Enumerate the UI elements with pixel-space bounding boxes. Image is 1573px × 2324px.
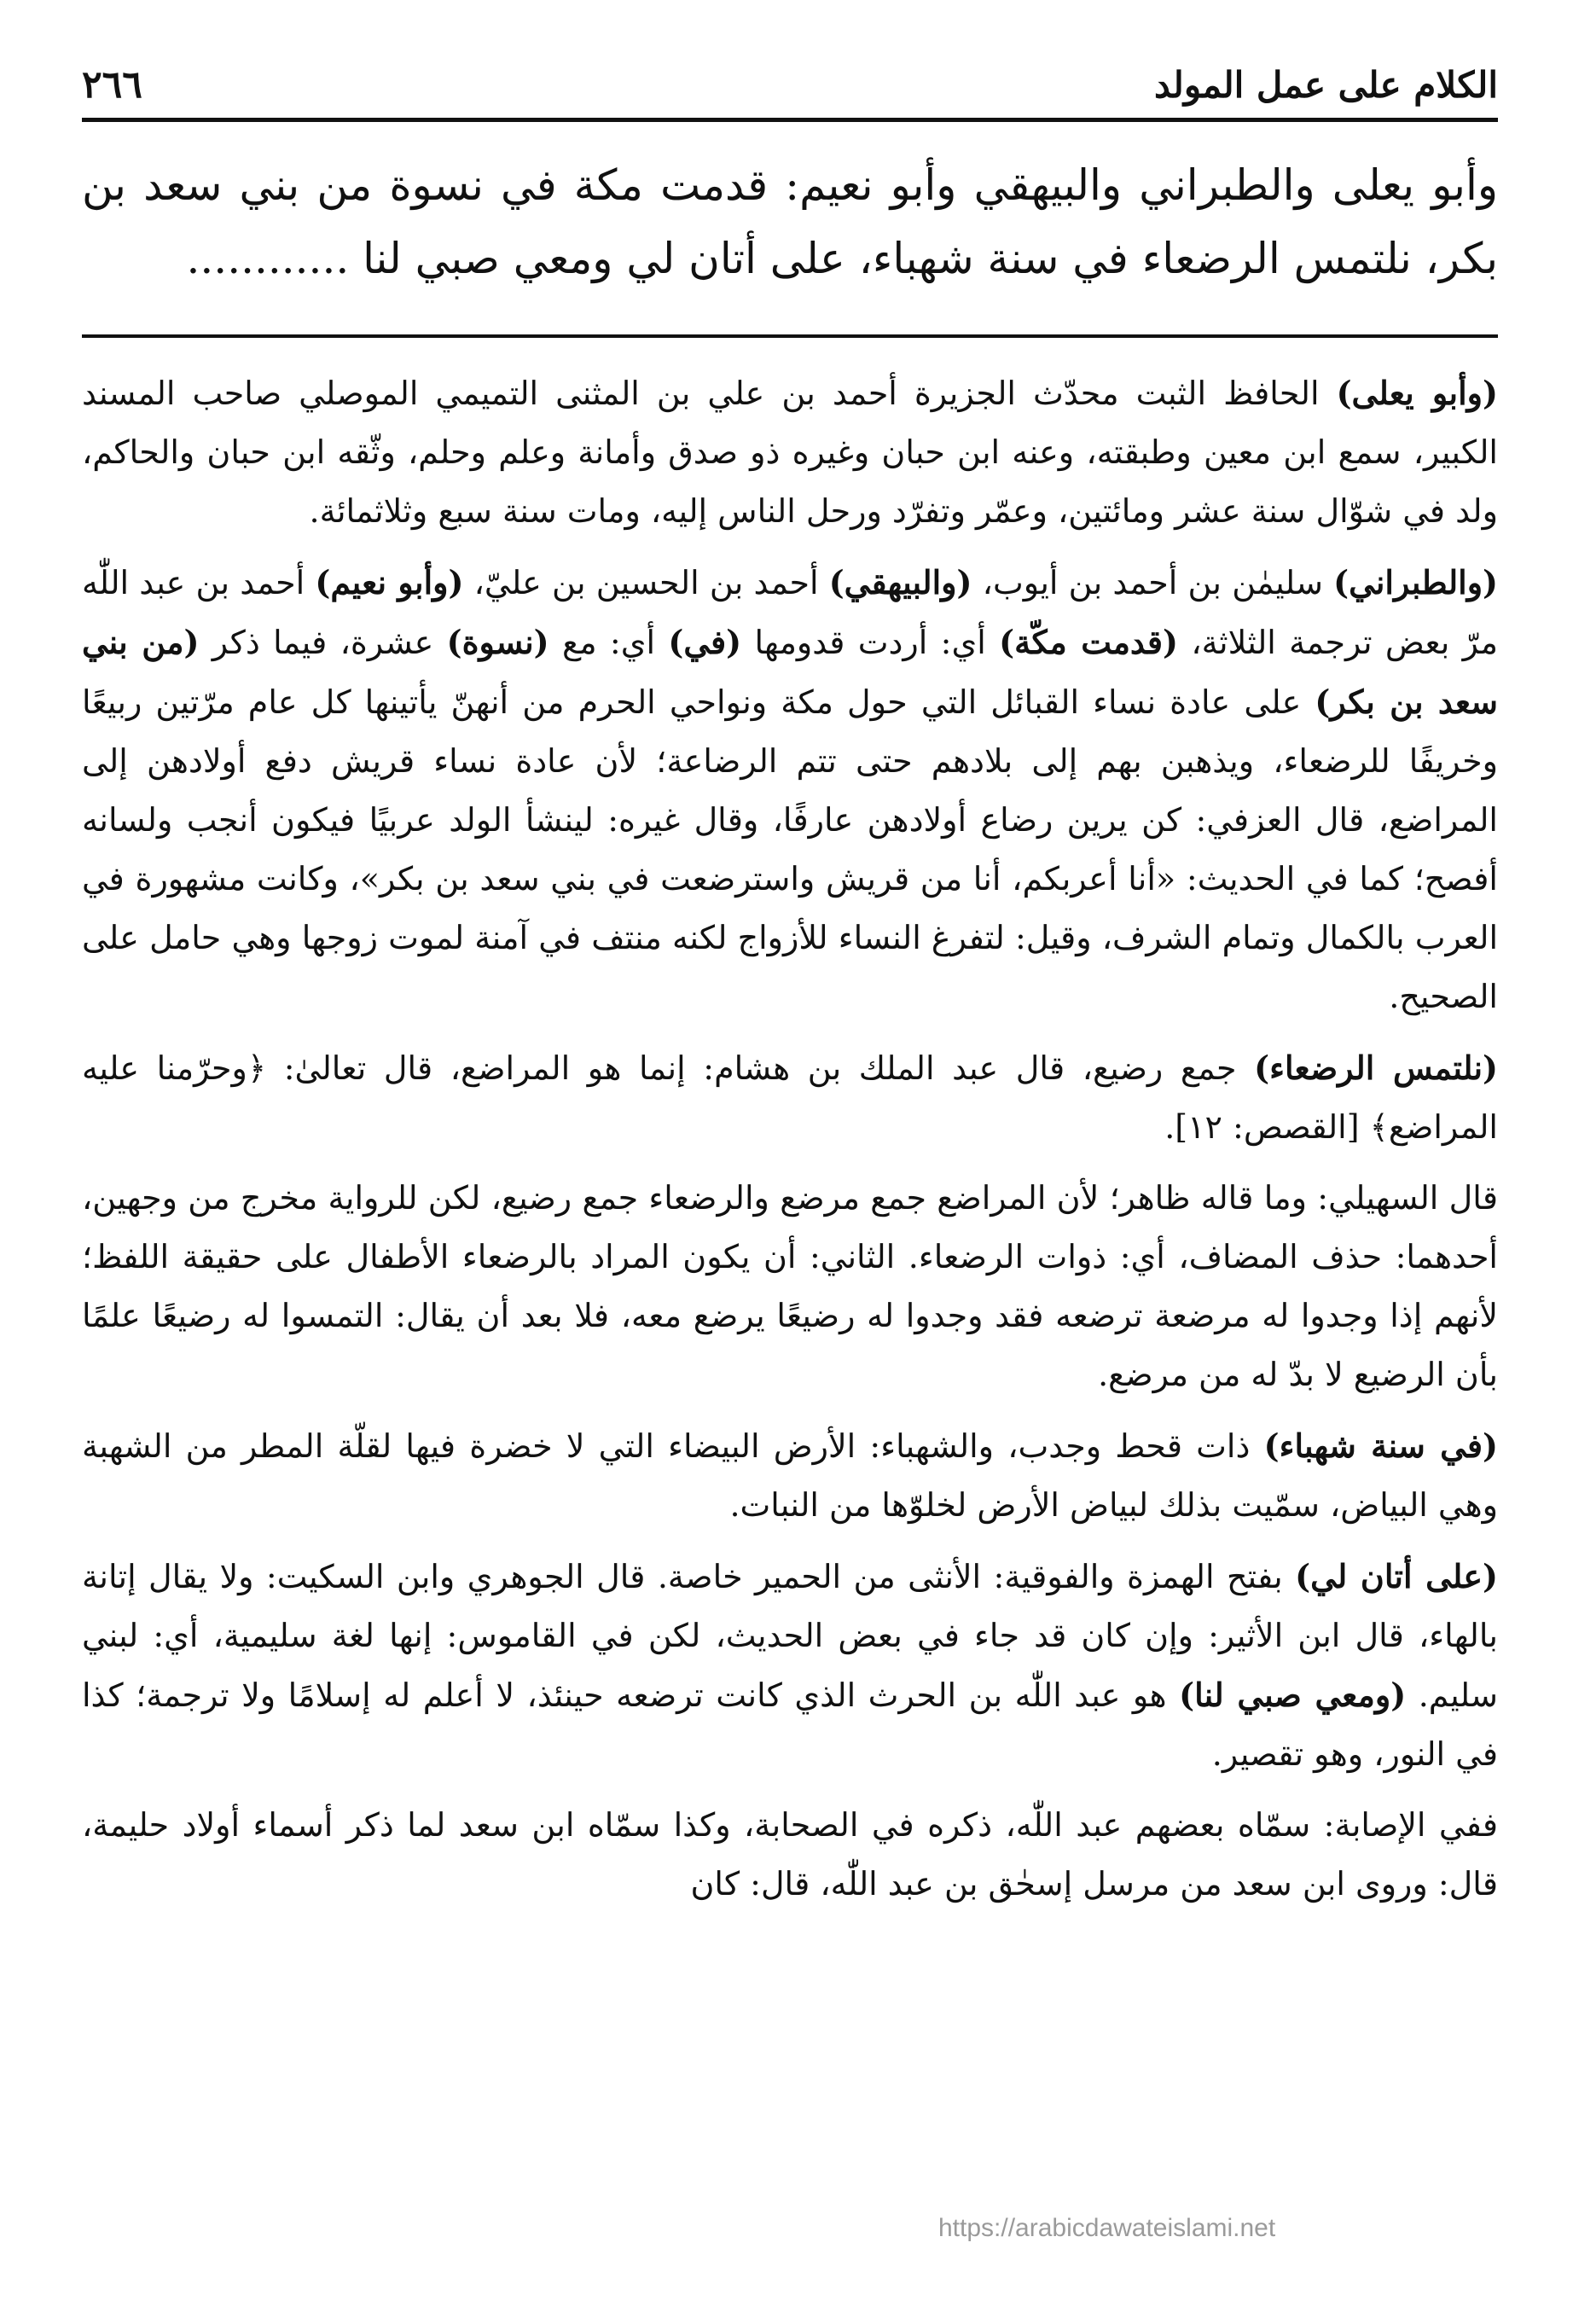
commentary-text: الحافظ الثبت محدّث الجزيرة أحمد بن علي بن المثنى التميمي الموصلي صاحب المسند الكبير، سمع ابن معين وطبقته، وعنه ابن حبان وغيره ذو صدق وأمانة وعلم وحلم، وثّقه ابن حبان والحاكم، ولد في شوّال سنة عشر ومائتين، وعمّر وتفرّد ورحل الناس إليه، ومات سنة سبع وثلاثمائة. xyxy=(82,375,1498,530)
commentary-paragraph xyxy=(82,1038,1498,1157)
running-title: الكلام على عمل المولد xyxy=(1154,64,1498,106)
commentary-text: ذات قحط وجدب، والشهباء: الأرض البيضاء التي لا خضرة فيها لقلّة المطر من الشهبة وهي البياض، سمّيت بذلك لبياض الأرض لخلوّها من النبات. xyxy=(82,1427,1498,1524)
commentary-lemma: (في) xyxy=(668,623,742,661)
commentary-lemma: (وأبو نعيم) xyxy=(315,563,464,601)
commentary-lemma: (في سنة شهباء) xyxy=(1263,1426,1498,1465)
commentary-text: أحمد بن عبد اللّٰه مرّ بعض ترجمة الثلاثة، xyxy=(82,564,1499,661)
commentary-lemma: (والطبراني) xyxy=(1333,563,1499,601)
book-page xyxy=(82,60,1498,2295)
commentary-text: جمع رضيع، قال عبد الملك بن هشام: إنما هو المراضع، قال تعالىٰ: ﴿وحرّمنا عليه المراضع﴾ [القصص: ١٢]. xyxy=(82,1049,1498,1146)
commentary-text: عشرة، فيما ذكر xyxy=(199,624,447,661)
commentary-lemma: (قدمت مكّة) xyxy=(999,623,1179,661)
commentary-paragraph xyxy=(82,363,1498,541)
watermark-url: https://arabicdawateislami.net xyxy=(938,2214,1276,2242)
commentary-lemma: (نلتمس الرضعاء) xyxy=(1254,1049,1499,1087)
header-rule xyxy=(82,118,1498,122)
main-text xyxy=(82,148,1498,319)
commentary-paragraph xyxy=(82,1547,1498,1784)
commentary xyxy=(82,363,1498,1914)
commentary-text: قال السهيلي: وما قاله ظاهر؛ لأن المراضع جمع مرضع والرضعاء جمع رضيع، لكن للرواية مخرج من وجهين، أحدهما: حذف المضاف، أي: ذوات الرضعاء. الثاني: أن يكون المراد بالرضعاء الأطفال على حقيقة اللفظ؛ لأنهم إذا وجدوا له مرضعة ترضعه فقد وجدوا له رضيعًا يرضع معه، فلا بعد أن يقال: التمسوا له رضيعًا علمًا بأن الرضيع لا بدّ له من مرضع. xyxy=(82,1179,1498,1393)
commentary-text: ففي الإصابة: سمّاه بعضهم عبد اللّٰه، ذكره في الصحابة، وكذا سمّاه ابن سعد لما ذكر أسماء أولاد حليمة، قال: وروى ابن سعد من مرسل إسحٰق بن عبد اللّٰه، قال: كان xyxy=(82,1806,1498,1903)
main-text-ellipsis: ............ xyxy=(186,234,350,283)
commentary-text: أي: أردت قدومها xyxy=(741,624,1000,661)
commentary-paragraph xyxy=(82,1169,1498,1404)
commentary-lemma: (ومعي صبي لنا) xyxy=(1179,1676,1407,1714)
commentary-lemma: (نسوة) xyxy=(446,623,549,661)
commentary-text: أي: مع xyxy=(549,624,669,661)
commentary-text: على عادة نساء القبائل التي حول مكة ونواحي الحرم من أنهنّ يأتينها كل عام مرّتين ربيعًا وخريفًا للرضعاء، ويذهبن بهم إلى بلادهم حتى تتم الرضاعة؛ لأن عادة نساء قريش دفع أولادهن إلى المراضع، قال العزفي: كن يرين رضاع أولادهن عارفًا، وقال غيره: لينشأ الولد عربيًا فيكون أنجب ولسانه أفصح؛ كما في الحديث: «أنا أعربكم، أنا من قريش واسترضعت في بني سعد بن بكر»، وكانت مشهورة في العرب بالكمال وتمام الشرف، وقيل: لتفرغ النساء للأزواج لكنه منتف في آمنة لموت زوجها وهي حامل على الصحيح. xyxy=(82,683,1498,1015)
commentary-text: أحمد بن الحسين بن عليّ، xyxy=(463,564,829,601)
commentary-lemma: (من بني سعد بن بكر) xyxy=(82,623,1498,721)
commentary-paragraph xyxy=(82,1796,1498,1914)
commentary-paragraph xyxy=(82,553,1498,1026)
page-header xyxy=(82,60,1498,119)
commentary-paragraph xyxy=(82,1416,1498,1535)
section-divider xyxy=(82,334,1498,338)
commentary-text: هو عبد اللّٰه بن الحرث الذي كانت ترضعه حينئذ، لا أعلم له إسلامًا ولا ترجمة؛ كذا في النور، وهو تقصير. xyxy=(82,1676,1498,1773)
main-text-line: وأبو يعلى والطبراني والبيهقي وأبو نعيم: قدمت مكة في نسوة من بني سعد بن بكر، نلتمس الرضعاء في سنة شهباء، على أتان لي ومعي صبي لنا xyxy=(82,160,1498,283)
commentary-text: سليمٰن بن أحمد بن أيوب، xyxy=(972,564,1334,601)
commentary-text: بفتح الهمزة والفوقية: الأنثى من الحمير خاصة. قال الجوهري وابن السكيت: ولا يقال إتانة بالهاء، قال ابن الأثير: وإن كان قد جاء في بعض الحديث، لكن في القاموس: إنها لغة سليمية، أي: لبني سليم. xyxy=(82,1558,1498,1714)
commentary-lemma: (وأبو يعلى) xyxy=(1336,374,1498,412)
page-number: ٢٦٦ xyxy=(82,63,142,107)
commentary-lemma: (على أتان لي) xyxy=(1295,1557,1498,1595)
commentary-lemma: (والبيهقي) xyxy=(828,563,972,601)
